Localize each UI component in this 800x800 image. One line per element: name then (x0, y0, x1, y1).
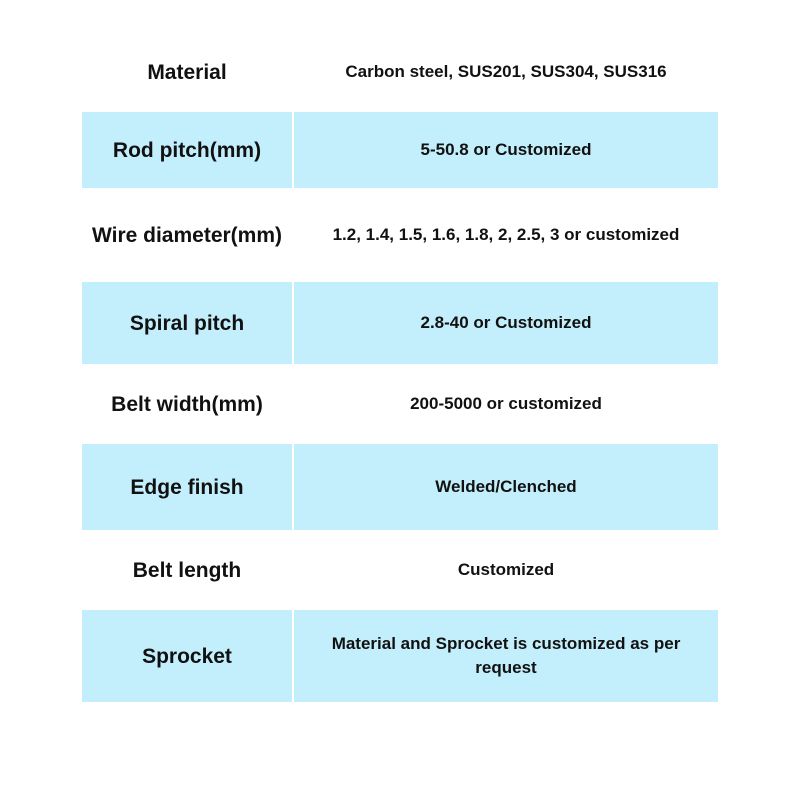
table-row (82, 282, 718, 364)
row-value-wire-diameter: 1.2, 1.4, 1.5, 1.6, 1.8, 2, 2.5, 3 or customized (332, 225, 680, 244)
row-value-belt-width: 200-5000 or customized (410, 394, 602, 413)
table-row (82, 444, 718, 530)
row-label-wire-diameter: Wire diameter(mm) (91, 223, 283, 247)
row-label-rod-pitch: Rod pitch(mm) (82, 112, 292, 188)
table-row (82, 188, 718, 282)
row-value-spiral-pitch: 2.8-40 or Customized (294, 282, 718, 364)
spec-table (82, 32, 718, 702)
row-value-rod-pitch: 5-50.8 or Customized (294, 112, 718, 188)
row-value-belt-length: Customized (457, 560, 555, 579)
row-label-belt-length: Belt length (132, 558, 242, 582)
row-value-sprocket: Material and Sprocket is customized as per request (294, 610, 718, 702)
table-row (82, 32, 718, 112)
row-value-material: Carbon steel, SUS201, SUS304, SUS316 (345, 62, 667, 81)
row-label-spiral-pitch: Spiral pitch (82, 282, 292, 364)
row-label-belt-width: Belt width(mm) (111, 392, 263, 416)
table-row (82, 530, 718, 610)
row-value-edge-finish: Welded/Clenched (294, 444, 718, 530)
table-row (82, 112, 718, 188)
row-label-sprocket: Sprocket (82, 610, 292, 702)
row-label-edge-finish: Edge finish (82, 444, 292, 530)
table-row (82, 610, 718, 702)
row-label-material: Material (147, 60, 227, 84)
table-row (82, 364, 718, 444)
